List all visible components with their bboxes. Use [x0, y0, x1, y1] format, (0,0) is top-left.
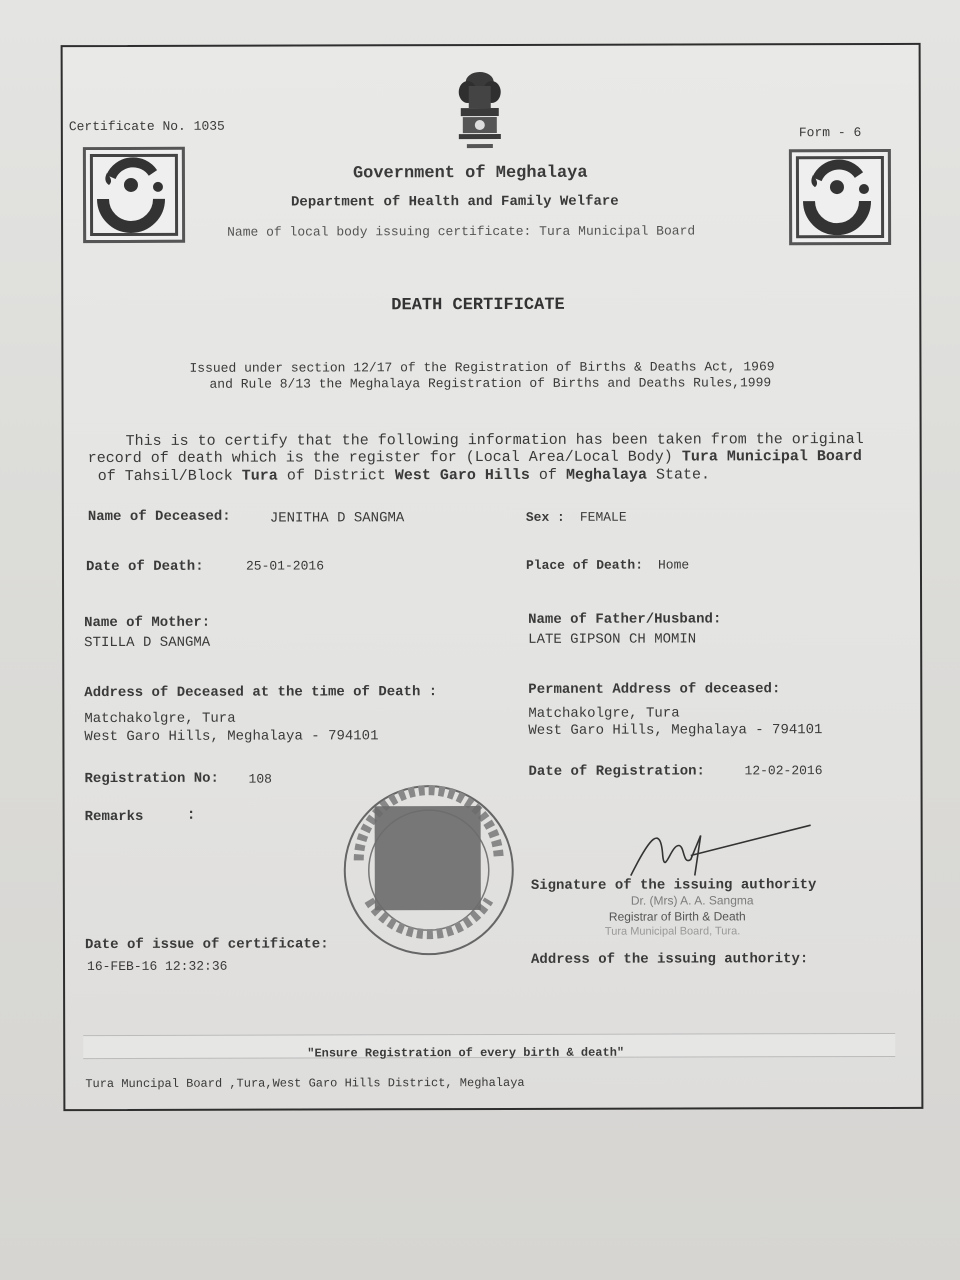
issue-date-label: Date of issue of certificate:: [84, 936, 329, 954]
name-deceased-value: JENITHA D SANGMA: [269, 510, 405, 527]
perm-address-line1: Matchakolgre, Tura: [528, 705, 680, 722]
issued-under-line1: Issued under section 12/17 of the Registration of Births & Deaths Act, 1969: [189, 359, 775, 376]
district-name: West Garo Hills: [394, 466, 530, 485]
address-death-line2: West Garo Hills, Meghalaya - 794101: [84, 728, 379, 746]
father-label: Name of Father/Husband:: [528, 611, 722, 628]
stamp-title: Registrar of Birth & Death: [608, 909, 746, 924]
tahsil-name: Tura: [241, 467, 278, 485]
page-title: DEATH CERTIFICATE: [391, 295, 565, 316]
place-death-label: Place of Death:: [525, 557, 644, 573]
issued-under-line2: and Rule 8/13 the Meghalaya Registration of Births and Deaths Rules,1999: [209, 375, 772, 392]
state-name: Meghalaya: [565, 466, 647, 484]
stamp-name: Dr. (Mrs) A. A. Sangma: [630, 893, 754, 908]
certify-line3: [98, 466, 710, 485]
reg-no-value: 108: [248, 771, 272, 787]
certify-line2-text: record of death which is the register for (Local Area/Local Body): [87, 448, 673, 468]
sex-label: Sex :: [525, 509, 565, 525]
remarks-colon: :: [186, 806, 196, 824]
footer-slogan: "Ensure Registration of every birth & death": [307, 1045, 625, 1061]
stamp-body: Tura Municipal Board, Tura.: [604, 925, 741, 938]
perm-address-label: Permanent Address of deceased:: [528, 681, 781, 698]
name-deceased-label: Name of Deceased:: [87, 508, 231, 526]
department-name: Department of Health and Family Welfare: [290, 193, 619, 211]
remarks-label: Remarks: [84, 808, 144, 826]
address-death-line1: Matchakolgre, Tura: [84, 710, 236, 728]
sex-value: FEMALE: [579, 509, 627, 525]
issuing-address-label: Address of the issuing authority:: [530, 951, 809, 968]
date-death-label: Date of Death:: [85, 558, 204, 576]
certificate-number: Certificate No. 1035: [68, 118, 225, 135]
death-certificate-document: [61, 43, 924, 1111]
national-emblem-icon: [449, 64, 511, 156]
local-body-name: Tura Municipal Board: [681, 448, 862, 466]
certify-line2: [88, 448, 862, 467]
health-logo-icon: [83, 147, 179, 237]
health-logo-icon: [789, 149, 885, 239]
mother-value: STILLA D SANGMA: [84, 634, 211, 652]
signature-scribble-icon: [621, 815, 821, 886]
certify-line1: This is to certify that the following information has been taken from the original: [125, 431, 864, 450]
footer-address: Tura Muncipal Board ,Tura,West Garo Hills District, Meghalaya: [85, 1075, 525, 1092]
reg-date-label: Date of Registration:: [528, 763, 705, 780]
place-death-value: Home: [657, 557, 690, 573]
state-label: State.: [655, 466, 711, 484]
reg-no-label: Registration No:: [84, 770, 219, 788]
father-value: LATE GIPSON CH MOMIN: [528, 631, 697, 648]
redacted-photo: [375, 806, 481, 910]
perm-address-line2: West Garo Hills, Meghalaya - 794101: [528, 722, 823, 739]
of-label: of: [538, 466, 557, 484]
mother-label: Name of Mother:: [84, 614, 211, 632]
health-logo-left: [83, 147, 185, 243]
form-number: Form - 6: [798, 125, 862, 141]
tahsil-label: of Tahsil/Block: [97, 467, 233, 486]
government-name: Government of Meghalaya: [352, 163, 588, 184]
issuing-body: Name of local body issuing certificate: Tura Municipal Board: [227, 223, 696, 240]
signature-label: Signature of the issuing authority: [530, 877, 817, 894]
address-death-label: Address of Deceased at the time of Death :: [84, 684, 438, 702]
issue-date-value: 16-FEB-16 12:32:36: [86, 958, 228, 975]
district-label: of District: [286, 467, 386, 485]
health-logo-right: [789, 149, 891, 245]
reg-date-value: 12-02-2016: [744, 763, 823, 779]
date-death-value: 25-01-2016: [245, 558, 325, 574]
